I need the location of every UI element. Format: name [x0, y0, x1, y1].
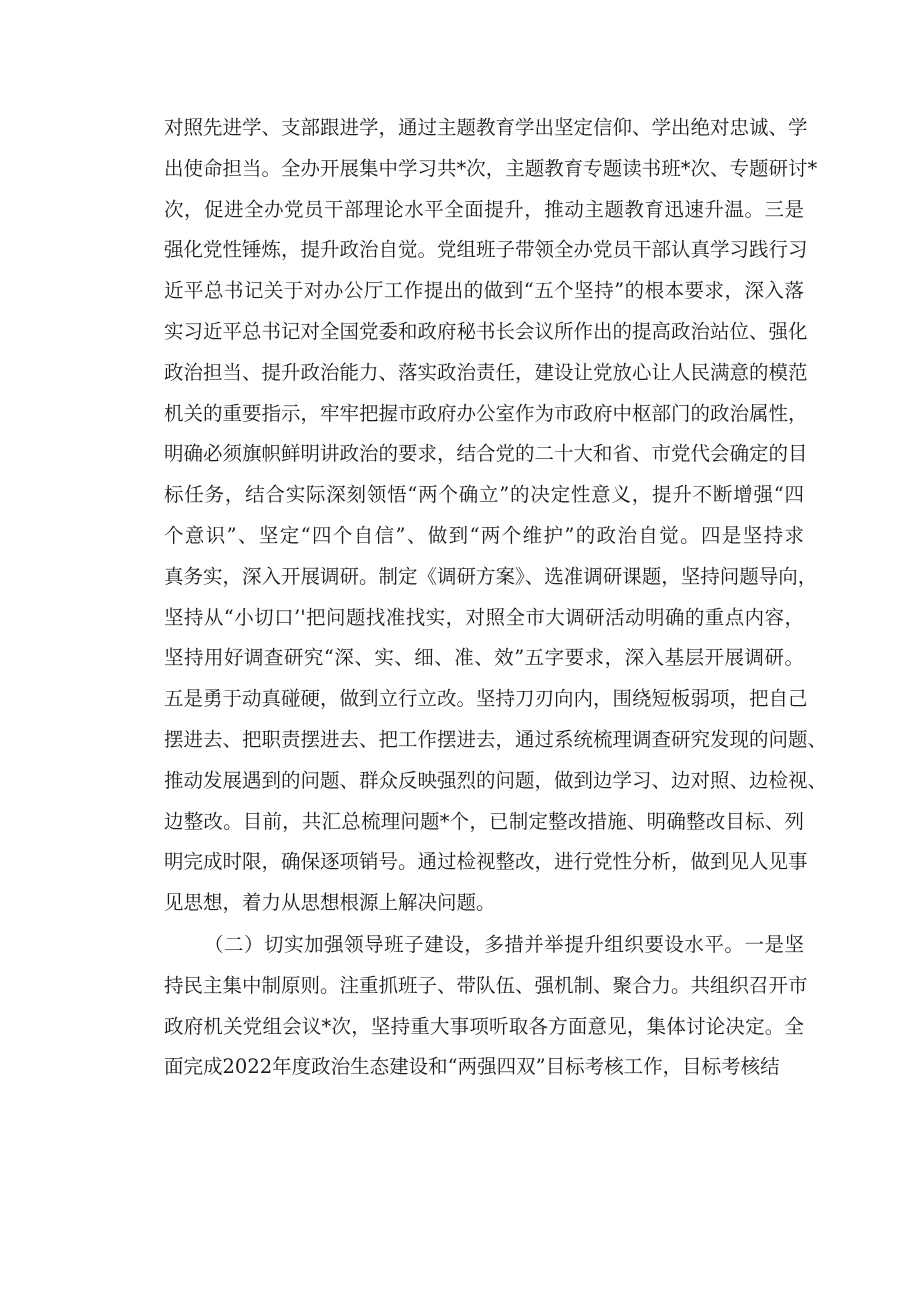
text-line: 机关的重要指示，牢牢把握市政府办公室作为市政府中枢部门的政治属性， — [164, 401, 808, 425]
text-line: 五是勇于动真碰硬，做到立行立改。坚持刀刃向内，围绕短板弱项，把自己 — [164, 687, 808, 711]
text-line: 见思想，着力从思想根源上解决问题。 — [164, 891, 496, 915]
text-line: 边整改。目前，共汇总梳理问题*个，已制定整改措施、明确整改目标、列 — [164, 809, 804, 833]
text-line: 明完成时限，确保逐项销号。通过检视整改，进行党性分析，做到见人见事 — [164, 850, 808, 874]
text-line: 出使命担当。全办开展集中学习共*次，主题教育专题读书班*次、专题研讨* — [164, 156, 818, 180]
text-line: 政治担当、提升政治能力、落实政治责任，建设让党放心让人民满意的模范 — [164, 360, 808, 384]
text-line: 摆进去、把职责摆进去、把工作摆进去，通过系统梳理调查研究发现的问题、 — [164, 728, 828, 751]
text-line: 标任务，结合实际深刻领悟“两个确立”的决定性意义，提升不断增强“四 — [164, 483, 804, 507]
text-line: 明确必须旗帜鲜明讲政治的要求，结合党的二十大和省、市党代会确定的目 — [164, 442, 808, 466]
text-line: 强化党性锤炼，提升政治自觉。党组班子带领全办党员干部认真学习践行习 — [164, 238, 808, 262]
text-line: 推动发展遇到的问题、群众反映强烈的问题，做到边学习、边对照、边检视、 — [164, 768, 828, 792]
text-line: 个意识”、坚定“四个自信”、做到“两个维护”的政治自觉。四是坚持求 — [164, 524, 804, 547]
text-line: 实习近平总书记对全国党委和政府秘书长会议所作出的提高政治站位、强化 — [164, 320, 808, 343]
text-line: 次，促进全办党员干部理论水平全面提升，推动主题教育迅速升温。三是 — [164, 197, 804, 221]
text-line: 持民主集中制原则。注重抓班子、带队伍、强机制、聚合力。共组织召开市 — [164, 973, 808, 997]
text-line: 面完成2022年度政治生态建设和“两强四双”目标考核工作，目标考核结 — [164, 1055, 780, 1079]
text-line: （二）切实加强领导班子建设，多措并举提升组织要设水平。一是坚 — [204, 933, 804, 956]
text-line: 真务实，深入开展调研。制定《调研方案》、选准调研课题，坚持问题导向， — [164, 564, 818, 588]
text-line: 政府机关党组会议*次，坚持重大事项听取各方面意见，集体讨论决定。全 — [164, 1014, 804, 1038]
text-line: 近平总书记关于对办公厅工作提出的做到“五个坚持”的根本要求，深入落 — [164, 279, 804, 303]
text-line: 对照先进学、支部跟进学，通过主题教育学出坚定信仰、学出绝对忠诚、学 — [164, 116, 808, 139]
text-line: 坚持从“小切口’'把问题找准找实，对照全市大调研活动明确的重点内容， — [164, 605, 804, 629]
text-line: 坚持用好调查研究“深、实、细、准、效”五字要求，深入基层开展调研。 — [164, 646, 804, 670]
